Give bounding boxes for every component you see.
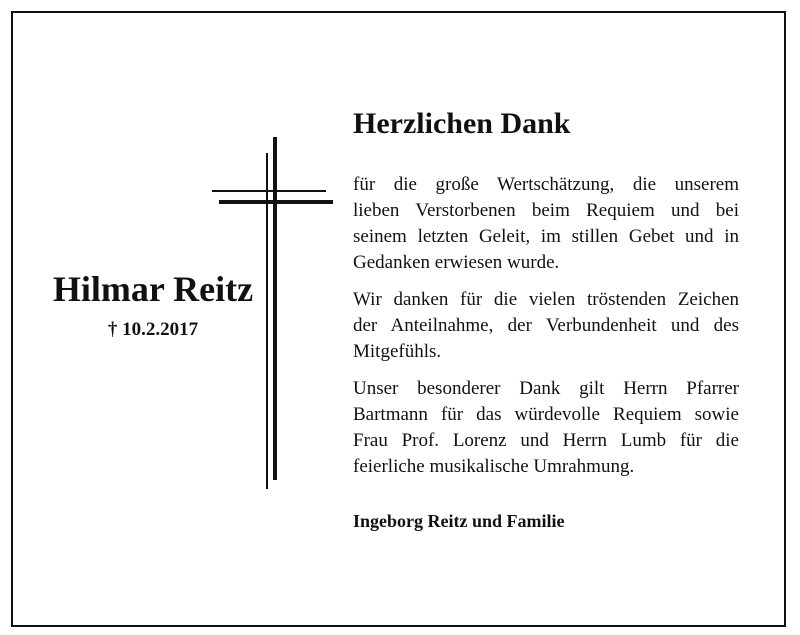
thanks-paragraph-1 (353, 172, 739, 276)
deceased-name: Hilmar Reitz (52, 269, 254, 309)
death-date: † 10.2.2017 (107, 319, 199, 340)
paragraph-line: der Anteilnahme, der Verbundenheit und des (353, 315, 739, 336)
paragraph-line: Frau Prof. Lorenz und Herrn Lumb für die (353, 430, 739, 451)
notice-heading: Herzlichen Dank (353, 107, 571, 140)
paragraph-line: Bartmann für das würdevolle Requiem sowie (353, 404, 739, 425)
thanks-paragraph-3 (353, 376, 739, 480)
paragraph-line: Wir danken für die vielen tröstenden Zeichen (353, 289, 739, 310)
cross-horizontal-line-thin (212, 190, 326, 192)
cross-horizontal-line-thick (219, 200, 333, 204)
paragraph-line: Unser besonderer Dank gilt Herrn Pfarrer (353, 378, 739, 399)
paragraph-line: lieben Verstorbenen beim Requiem und bei (353, 200, 739, 221)
paragraph-line: für die große Wertschätzung, die unserem (353, 174, 739, 195)
paragraph-line: seinem letzten Geleit, im stillen Gebet und in (353, 226, 739, 247)
thanks-paragraph-2 (353, 287, 739, 365)
paragraph-line: feierliche musikalische Umrahmung. (353, 456, 635, 477)
signature: Ingeborg Reitz und Familie (353, 511, 565, 531)
paragraph-line: Gedanken erwiesen wurde. (353, 252, 560, 273)
paragraph-line: Mitgefühls. (353, 341, 442, 362)
